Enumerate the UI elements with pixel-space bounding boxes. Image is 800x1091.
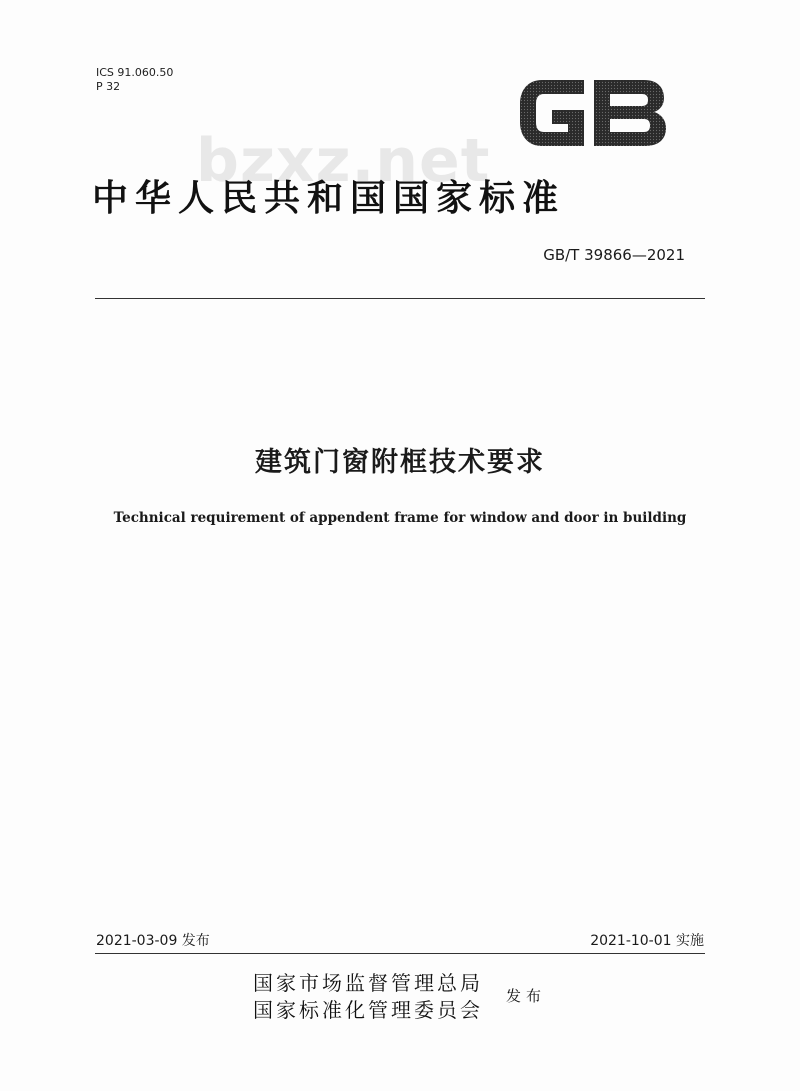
gb-logo	[514, 72, 670, 154]
standard-number: GB/T 39866—2021	[543, 246, 685, 264]
watermark-text: bzxz.net	[196, 126, 491, 196]
issue-date: 2021-03-09 发布	[96, 933, 210, 949]
issuer-samr: 国家市场监督管理总局	[253, 971, 483, 995]
issuer-sac: 国家标准化管理委员会	[253, 998, 483, 1022]
implementation-date: 2021-10-01 实施	[590, 933, 704, 949]
bottom-divider	[95, 953, 705, 954]
document-title-chinese: 建筑门窗附框技术要求	[255, 447, 545, 478]
classification-codes	[96, 66, 173, 94]
ics-code: ICS 91.060.50	[96, 66, 174, 79]
top-divider	[95, 298, 705, 299]
document-title-english: Technical requirement of appendent frame for window and door in building	[113, 510, 687, 526]
publish-label: 发布	[506, 987, 547, 1005]
national-standard-title: 中华人民共和国国家标准	[92, 177, 566, 219]
ccs-code: P 32	[96, 80, 121, 93]
issuing-authorities	[253, 970, 483, 1024]
gb-logo-text: GB	[514, 72, 516, 73]
